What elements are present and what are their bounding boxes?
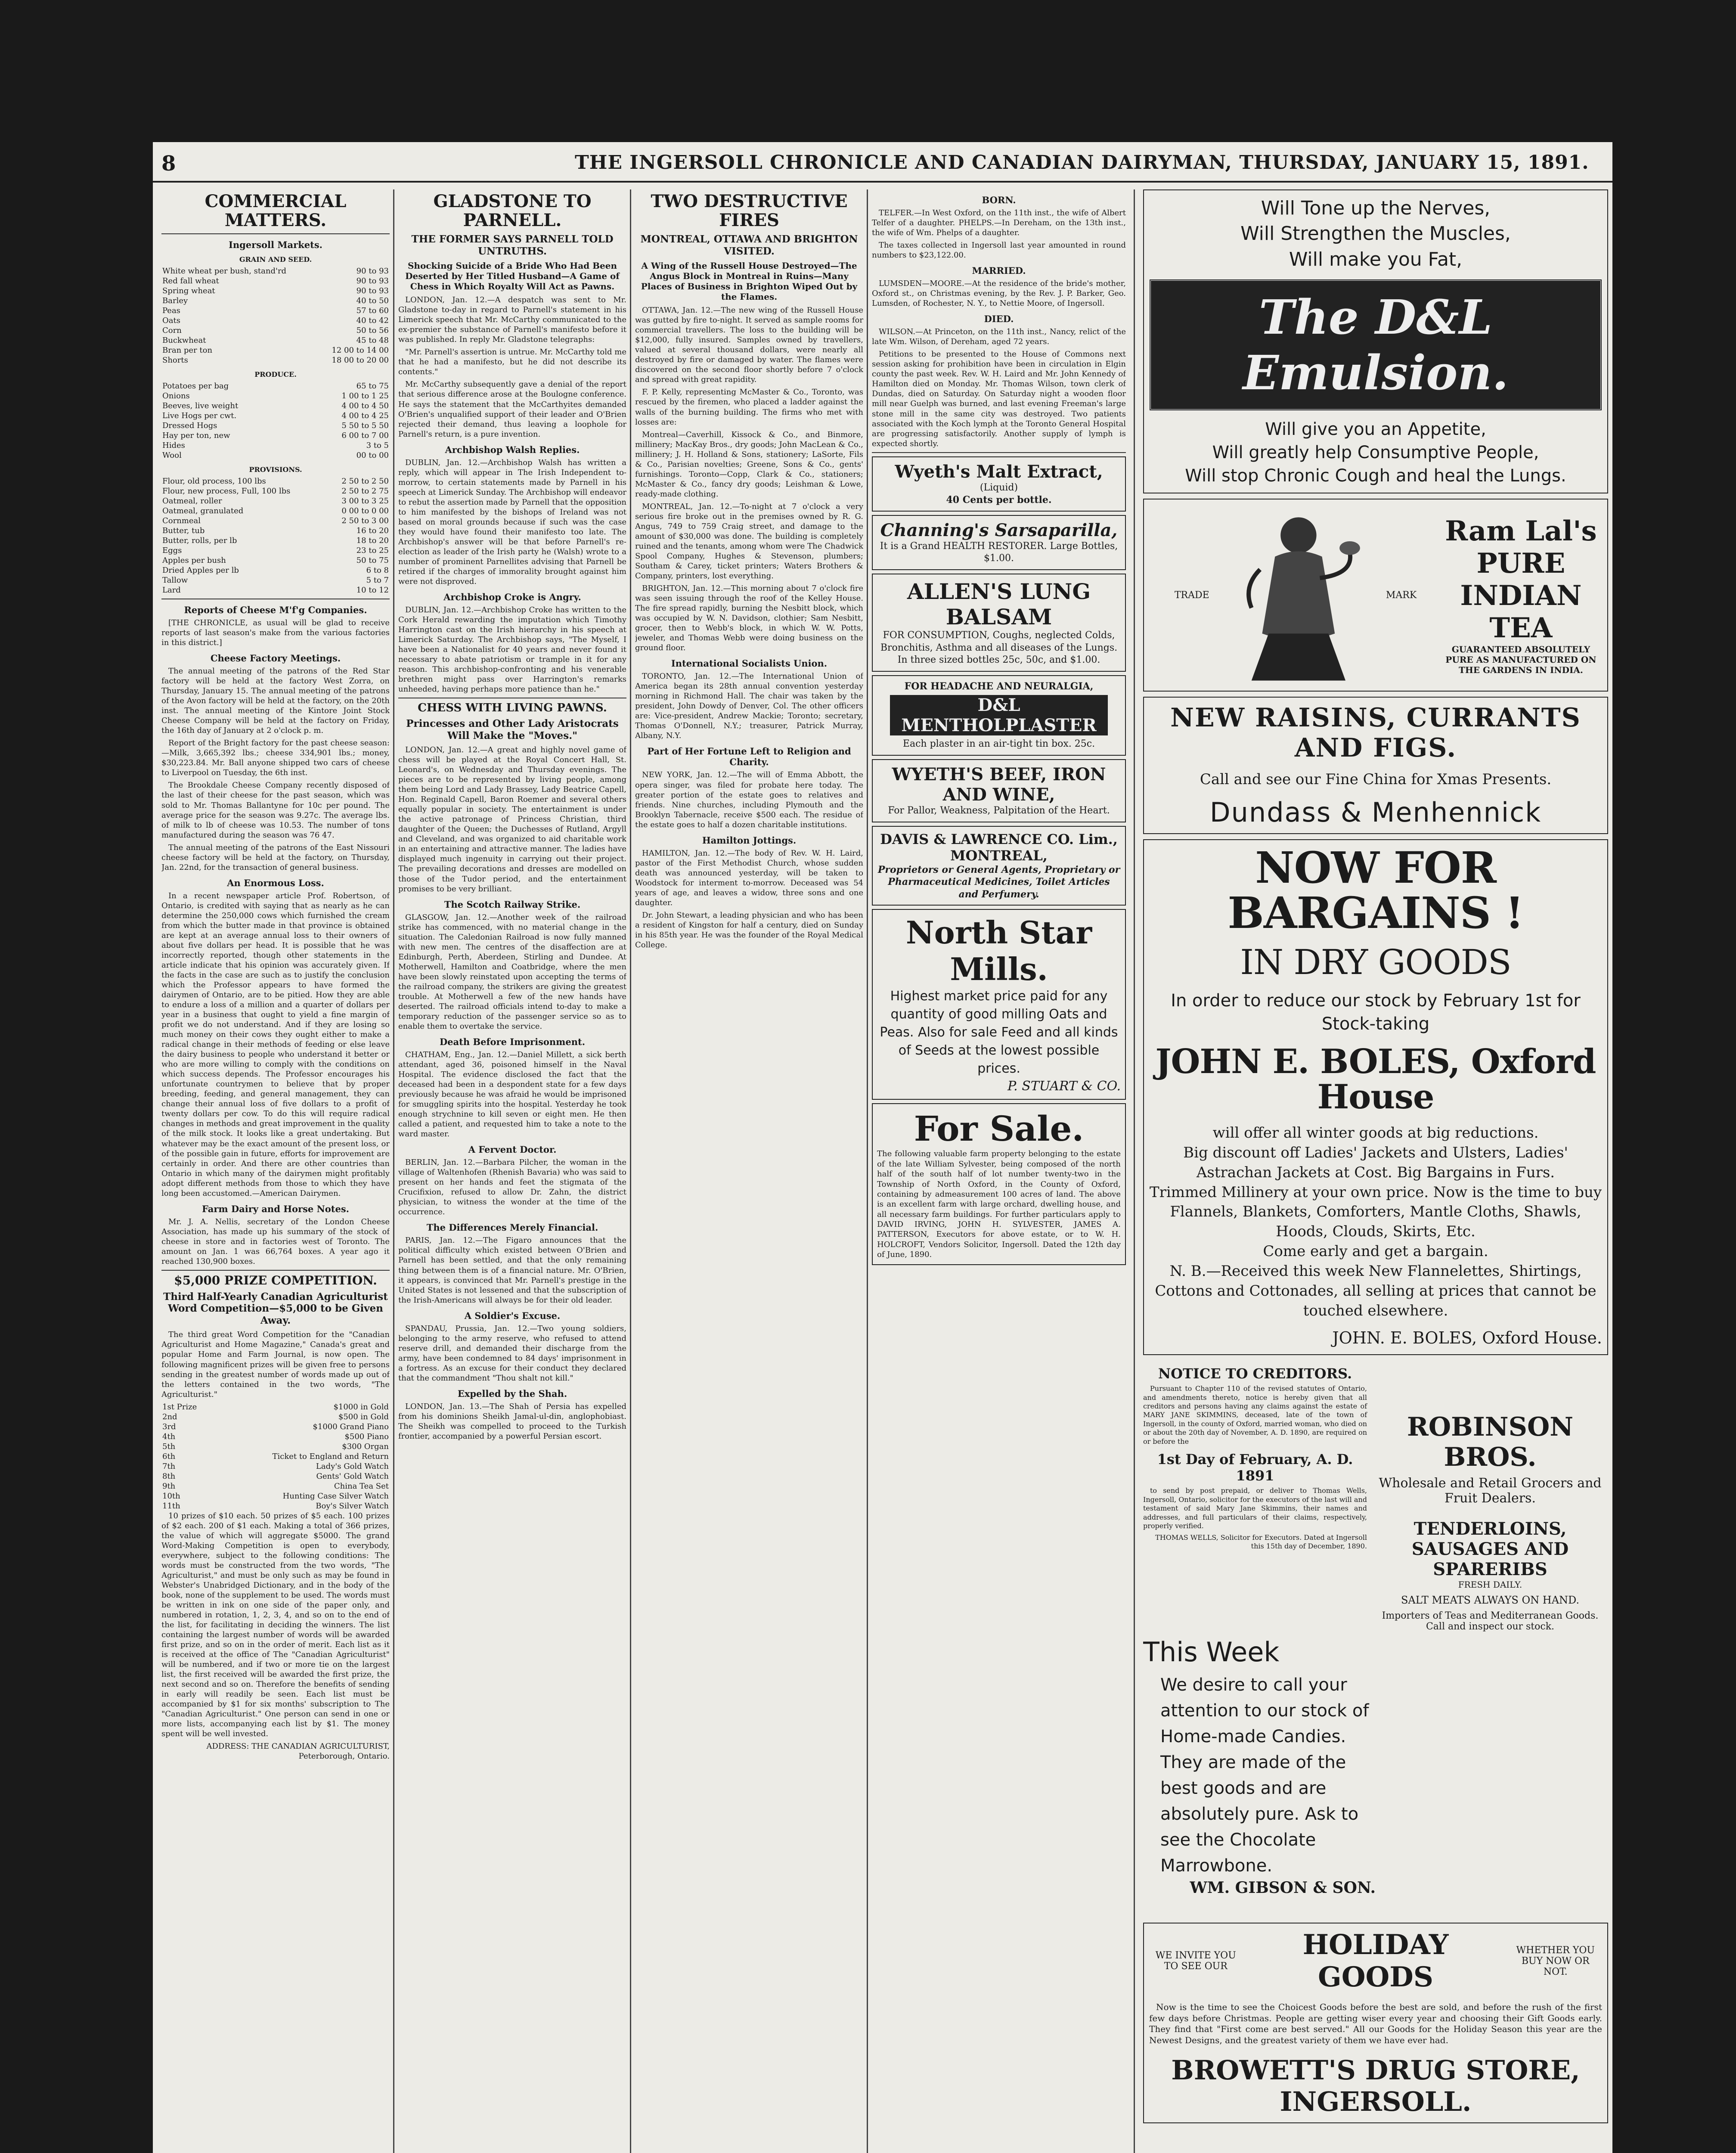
newspaper-page [153, 142, 1612, 2153]
soldier-title: A Soldier's Excuse. [464, 1310, 561, 1321]
raisins-firm: Dundass & Menhennick [1209, 797, 1542, 828]
grain-item: White wheat per bush, stand'rd [162, 267, 287, 276]
north-star-text: Highest market price paid for any quantity of good milling Oats and Peas. Also for sale Feed and all kinds of Seeds at the lowest possible prices. [880, 989, 1118, 1076]
produce-item: Wool [162, 451, 182, 460]
grain-price: 40 to 42 [356, 316, 389, 325]
gladstone-p2: "Mr. Parnell's assertion is untrue. Mr. McCarthy told me that he had a manifesto, but he did not describe its contents." [398, 347, 626, 377]
north-star-ad [872, 909, 1126, 1100]
prize-tail: 10 prizes of $10 each. 50 prizes of $5 each. 100 prizes of $2 each. 200 of $1 each. Making a total of 366 prizes, the value of which will aggregate $5000. The grand Word-Making Competition is open to everybody, everywhere, subject to the following conditions: The words must be constructed from the two words, "The Agriculturist," and must be only such as may be found in Webster's Unabridged Dictionary, and in the body of the book, none of the supplement to be used. The words must be written in ink on one side of the paper only, and numbered in rotation, 1, 2, 3, 4, and so on to the end of the list, for facilitating in deciding the winners. The list containing the largest number of words will be awarded first prize, and so on in the order of merit. Each list as it is received at the office of The "Canadian Agriculturist" will be numbered, and if two or more tie on the largest list, the first received will be awarded the first prize, the next second and so on. Therefore the benefits of sending in early will readily be seen. Each list must be accompanied by $1 for six months' subscription to The "Canadian Agriculturist." One person can send in one or more lists, accompanying each list by $1. The money spent will be well invested. [161, 1511, 390, 1739]
produce-row [161, 381, 390, 391]
provisions-item: Butter, tub [162, 526, 205, 535]
allens-ad [872, 574, 1126, 672]
provisions-row [161, 575, 390, 585]
grain-item: Shorts [162, 356, 188, 365]
born-title: BORN. [982, 195, 1016, 205]
produce-item: Potatoes per bag [162, 382, 229, 391]
grain-item: Barley [162, 296, 188, 305]
boles-heading: JOHN E. BOLES, Oxford House [1155, 1042, 1596, 1117]
prize-item: 5th [162, 1442, 176, 1451]
week-signature: WM. GIBSON & SON. [1190, 1879, 1376, 1897]
provisions-item: Cornmeal [162, 516, 201, 525]
divider [872, 452, 1126, 453]
tea-brand-line-1: Ram Lal's [1445, 515, 1597, 548]
provisions-item: Butter, rolls, per lb [162, 536, 237, 545]
davis-text: Proprietors or General Agents, Proprietary or Pharmaceutical Medicines, Toilet Articles and Perfumery. [877, 864, 1120, 900]
archbishop-text: DUBLIN, Jan. 12.—Archbishop Walsh has written a reply, which will appear in The Irish Independent to-morrow, to certain statements made by Parnell in his speech at Limerick Sunday. The Archbishop will endeavor to rebut the assertion made by Parnell that the opposition to him manifested by the bishops of Ireland was not based on moral grounds because if such was the case they would have found their manifesto too late. The Archbishop's answer will be that before Parnell's re-election as leader of the Irish party he (Walsh) wrote to a number of prominent Parnellites advising that Parnell be retired if the charges of immorality brought against him were not disproved. [398, 458, 626, 586]
sarsaparilla-text: It is a Grand HEALTH RESTORER. Large Bottles, $1.00. [880, 540, 1118, 564]
provisions-price: 18 to 20 [356, 536, 389, 545]
creditors-robinson-row [1143, 1360, 1608, 1632]
grain-row [161, 355, 390, 365]
boles-ad [1143, 839, 1608, 1355]
grain-row [161, 316, 390, 326]
grain-row [161, 345, 390, 355]
prize-price: $500 Piano [344, 1432, 389, 1441]
provisions-price: 50 to 75 [356, 556, 389, 565]
provisions-table [161, 476, 390, 595]
provisions-price: 5 to 7 [366, 576, 389, 585]
fires-subdeck: A Wing of the Russell House Destroyed—The Angus Block in Montreal in Ruins—Many Places of Business in Brighton Wiped Out by the Flames. [641, 261, 858, 302]
produce-price: 6 00 to 7 00 [341, 431, 389, 440]
for-sale-text: The following valuable farm property belonging to the estate of the late William Sylvester, being composed of the north half of the south half of lot number twenty-two in the Township of North Oxford, in the County of Oxford, containing by admeasurement 100 acres of land. The above is an excellent farm with large orchard, dwelling house, and all necessary farm buildings. For further particulars apply to DAVID IRVING, JOHN H. SYLVESTER, JAMES A. PATTERSON, Executors for above estate, or to W. H. HOLCROFT, Vendors Solicitor, Ingersoll. Dated the 12th day of June, 1890. [877, 1149, 1121, 1260]
fires-p3: Montreal—Caverhill, Kissock & Co., and Binmore, millinery; MacKay Bros., dry goods; John MacLean & Co., millinery; J. H. Holland & Sons, stationery; LaSorte, Fils & Co., Parisian novelties; Greene, Sons & Co., gents' furnishings. Toronto—Copp, Clark & Co., stationers; McMaster & Co., fancy dry goods; Leishman & Lowe, ready-made clothing. [635, 430, 863, 499]
taxes-text: The taxes collected in Ingersoll last year amounted in round numbers to $23,122.00. [872, 241, 1126, 260]
prize-price: China Tea Set [334, 1481, 389, 1491]
indian-tea-ad [1143, 499, 1608, 692]
provisions-item: Apples per bush [162, 556, 226, 565]
prize-price: $500 in Gold [338, 1412, 389, 1421]
born-text: TELFER.—In West Oxford, on the 11th inst., the wife of Albert Telfer of a daughter. PHELPS.—In Dereham, on the 13th inst., the wife of Wm. Phelps of a daughter. [872, 208, 1126, 238]
emulsion-ad [1143, 189, 1608, 493]
prize-row [161, 1442, 390, 1452]
prize-item: 1st Prize [162, 1402, 197, 1412]
grain-row [161, 286, 390, 296]
emulsion-line-4: Will give you an Appetite, [1265, 419, 1486, 440]
wyeth-price: 40 Cents per bottle. [946, 494, 1052, 506]
grain-price: 90 to 93 [356, 286, 389, 295]
column-rule [630, 189, 631, 2153]
prize-price: $1000 in Gold [333, 1402, 389, 1412]
prize-row [161, 1432, 390, 1442]
week-text: We desire to call your attention to our stock of Home-made Candies. They are made of the best goods and are absolutely pure. Ask to see the Chocolate Marrowbone. [1160, 1675, 1369, 1876]
creditors-signature: THOMAS WELLS, Solicitor for Executors. Dated at Ingersoll this 15th day of December, 1890. [1155, 1533, 1367, 1551]
bargains-heading: NOW FOR BARGAINS ! [1228, 842, 1524, 939]
provisions-price: 3 00 to 3 25 [341, 496, 389, 506]
croke-title: Archbishop Croke is Angry. [443, 592, 581, 603]
grain-row [161, 276, 390, 286]
grain-row [161, 335, 390, 345]
loss-text: In a recent newspaper article Prof. Robertson, of Ontario, is credited with saying that as nearly as he can determine the 250,000 cows which furnished the cream from which the butter made in that province is obtained are kept at an average annual loss to their owners of about five dollars per head. It is possible that he was incorrectly reported, though other statements in the article indicate that his opinion was accurately given. If the facts in the case are such as to justify the conclusion which the Professor appears to have formed the dairymen of Ontario, are to be pitied. How they are able to endure a loss of a million and a quarter of dollars per year in a business that ought to yield a fine margin of profit we do not understand. And if they are losing so much money on their cows they ought either to make a radical change in their methods of feeding or else leave the dairy business to people who understand it better or who are more willing to comply with the conditions on which success depends. The Professor encourages his unfortunate countrymen to believe that by proper breeding, feeding, and general management, they can change their annual loss of five dollars to a profit of twenty dollars per cow. To do this will require radical changes in methods and great improvement in the quality of the milk stock. It looks like a great undertaking. But whatever may be the exact amount of the present loss, or of the possible gain in future, efforts for improvement are certainly in order. And there are other countries than Ontario in which many of the dairymen might profitably adopt different methods from those to which they have long been accustomed.—American Dairymen. [161, 891, 390, 1198]
provisions-row [161, 555, 390, 565]
prize-row [161, 1481, 390, 1491]
holiday-side: WHETHER YOU BUY NOW OR NOT. [1516, 1945, 1595, 1977]
produce-table [161, 381, 390, 460]
provisions-row [161, 486, 390, 496]
cheese-reports-text: [THE CHRONICLE, as usual will be glad to receive reports of last season's make from the various factories in this district.] [161, 618, 390, 648]
prize-row [161, 1471, 390, 1481]
croke-text: DUBLIN, Jan. 12.—Archbishop Croke has written to the Cork Herald rewarding the imputation which Timothy Harrington cast on the Irish hierarchy in his speech at Limerick Saturday. The Archbishop says, "The Myself, I have been a Nationalist for 40 years and never found it necessary to abate patriotism or trample in it for any reason. This archbishop-confronting and his venerable brethren might pass over Harrington's remarks unheeded, having perhaps more patience than he." [398, 605, 626, 694]
financial-text: PARIS, Jan. 12.—The Figaro announces that the political difficulty which existed between O'Brien and Parnell has been settled, and that the only remaining thing between them is of a financial nature. Mr. O'Brien, it appears, is convinced that Mr. Parnell's prestige in the United States is not lessened and that the subscription of the Irish-Americans will always be for their old leader. [398, 1236, 626, 1305]
provisions-row [161, 506, 390, 516]
tea-trade-label: TRADE [1174, 589, 1209, 601]
fervent-text: BERLIN, Jan. 12.—Barbara Pilcher, the woman in the village of Waltenhofen (Rhenish Bavaria) who was said to present on her hands and feet the stigmata of the Crucifixion, refused to allow Dr. Zahn, the district physician, to witness the wonder at the time of the occurrence. [398, 1158, 626, 1217]
produce-price: 1 00 to 1 25 [341, 391, 389, 400]
produce-item: Onions [162, 391, 190, 400]
death-title: Death Before Imprisonment. [439, 1036, 586, 1047]
grain-item: Peas [162, 306, 180, 315]
prize-item: 7th [162, 1461, 176, 1471]
provisions-price: 2 50 to 3 00 [341, 516, 389, 525]
provisions-price: 0 00 to 0 00 [341, 506, 389, 515]
archbishop-title: Archbishop Walsh Replies. [445, 444, 580, 455]
boles-line-5: N. B.—Received this week New Flannelettes, Shirtings, Cottons and Cottonades, all selling at prices that cannot be touched elsewhere. [1155, 1263, 1596, 1319]
bargains-text: In order to reduce our stock by February 1st for Stock-taking [1171, 991, 1581, 1034]
provisions-row [161, 496, 390, 506]
creditors-notice [1143, 1360, 1367, 1632]
bright-report-text: Report of the Bright factory for the past cheese season:—Milk, 3,665,392 lbs.; cheese 334,901 lbs.; money, $30,223.84. Mr. Ball anyone shipped two cars of cheese to Liverpool on Tuesday, the 6th inst. [161, 738, 390, 778]
wyeth-heading: Wyeth's Malt Extract, [895, 461, 1103, 482]
provisions-price: 2 50 to 2 75 [341, 487, 389, 496]
creditors-text: Pursuant to Chapter 110 of the revised statutes of Ontario, and amendments thereto, notice is hereby given that all creditors and persons having any claims against the estate of MARY JANE SKIMMINS, deceased, late of the town of Ingersoll, in the county of Oxford, married woman, who died on or about the 20th day of November, A. D. 1890, are required on or before the [1143, 1384, 1367, 1446]
provisions-item: Flour, old process, 100 lbs [162, 477, 266, 486]
provisions-item: Dried Apples per lb [162, 566, 239, 575]
newspaper-title: THE INGERSOLL CHRONICLE AND CANADIAN DAIRYMAN, THURSDAY, JANUARY 15, 1891. [575, 152, 1589, 174]
cheese-reports-title: Reports of Cheese M'f'g Companies. [184, 605, 367, 615]
prize-row [161, 1461, 390, 1471]
menthol-text: Each plaster in an air-tight tin box. 25c. [902, 738, 1095, 750]
boles-line-3: Trimmed Millinery at your own price. Now is the time to buy Flannels, Blankets, Comforters, Mantle Cloths, Shawls, Hoods, Clouds, Skirts, Etc. [1149, 1183, 1602, 1241]
prize-row [161, 1452, 390, 1461]
grain-price: 50 to 56 [356, 326, 389, 335]
browett-heading: BROWETT'S DRUG STORE, INGERSOLL. [1171, 2054, 1580, 2118]
grain-item: Red fall wheat [162, 276, 219, 285]
provisions-item: Oatmeal, roller [162, 496, 222, 506]
prize-price: Hunting Case Silver Watch [282, 1491, 389, 1501]
wyeth-sub: (Liquid) [980, 482, 1018, 493]
produce-item: Hides [162, 441, 185, 450]
markets-title: Ingersoll Markets. [229, 239, 322, 250]
grain-price: 90 to 93 [356, 267, 389, 276]
divider [161, 1270, 390, 1271]
farm-text: Mr. J. A. Nellis, secretary of the London Cheese Association, has made up his summary of the stock of cheese in store and in factories west of Toronto. The amount on Jan. 1 was 66,764 boxes. A year ago it reached 130,900 boxes. [161, 1217, 390, 1266]
sarsaparilla-heading: Channing's Sarsaparilla, [880, 520, 1118, 540]
produce-price: 4 00 to 4 50 [341, 401, 389, 410]
local-news-text: Petitions to be presented to the House of Commons next session asking for prohibition have been in circulation in Elgin county the past week. Rev. W. H. Laird and Mr. John Kennedy of Hamilton died on Monday. Mr. Thomas Wilson, town clerk of Dundas, died on Saturday. On Saturday night a wooden floor mill near Guelph was burned, and last evening Freeman's large stone mill in the same city was destroyed. Two patients associated with the Koch lymph at the Toronto General Hospital are progressing satisfactorily. Another supply of lymph is expected shortly. [872, 350, 1126, 448]
prize-headline: $5,000 PRIZE COMPETITION. [174, 1273, 377, 1287]
raisins-heading: NEW RAISINS, CURRANTS AND FIGS. [1170, 703, 1581, 763]
creditors-date: 1st Day of February, A. D. 1891 [1157, 1451, 1353, 1484]
fires-p5: BRIGHTON, Jan. 12.—This morning about 7 o'clock fire was seen issuing through the roof of the Kelley House. The fire spread rapidly, burning the Nesbitt block, which was occupied by W. N. Davidson, clothier; Sam Nesbitt, grocer, then to Webb's block, in which W. W. Potts, jeweler, and Thomas Webb were doing business on the ground floor. [635, 584, 863, 653]
menthol-ad [872, 675, 1126, 756]
grain-table [161, 266, 390, 365]
soldier-text: SPANDAU, Prussia, Jan. 12.—Two young soldiers, belonging to the army reserve, who refused to attend reserve drill, and demanded their discharge from the army, have been condemned to 84 days' imprisonment in a fortress. As an excuse for their conduct they declared that the commandment "Thou shalt not kill." [398, 1324, 626, 1383]
tea-brand-line-2: PURE [1476, 547, 1566, 580]
tea-brand-line-3: INDIAN TEA [1460, 580, 1582, 645]
robinson-items: TENDERLOINS, SAUSAGES AND SPARERIBS [1411, 1519, 1569, 1580]
prize-deck: Third Half-Yearly Canadian Agriculturist Word Competition—$5,000 to be Given Away. [163, 1291, 388, 1326]
boles-line-4: Come early and get a bargain. [1263, 1243, 1488, 1260]
produce-item: Dressed Hogs [162, 421, 217, 430]
prize-price: $300 Organ [342, 1442, 389, 1451]
north-star-signature: P. STUART & CO. [1008, 1079, 1121, 1094]
menthol-brand: D&L MENTHOLPLASTER [890, 695, 1108, 735]
provisions-label: PROVISIONS. [249, 465, 302, 474]
robinson-salt: SALT MEATS ALWAYS ON HAND. [1401, 1594, 1580, 1607]
column-commercial [161, 189, 390, 2153]
grain-row [161, 306, 390, 316]
bargains-sub: IN DRY GOODS [1240, 942, 1511, 983]
provisions-row [161, 476, 390, 486]
boles-signature: JOHN. E. BOLES, Oxford House. [1332, 1328, 1602, 1347]
prize-row [161, 1422, 390, 1432]
provisions-price: 6 to 8 [366, 566, 389, 575]
produce-label: PRODUCE. [254, 370, 297, 378]
grain-price: 40 to 50 [356, 296, 389, 305]
for-sale-heading: For Sale. [914, 1108, 1084, 1149]
prize-item: 6th [162, 1452, 176, 1461]
menthol-heading: FOR HEADACHE AND NEURALGIA, [904, 680, 1094, 692]
holiday-heading: HOLIDAY GOODS [1302, 1929, 1449, 1994]
provisions-row [161, 546, 390, 555]
boles-line-2: Big discount off Ladies' Jackets and Ulsters, Ladies' Astrachan Jackets at Cost. Big Bargains in Furs. [1183, 1144, 1568, 1181]
prize-item: 3rd [162, 1422, 176, 1431]
raisins-ad [1143, 697, 1608, 834]
creditors-heading: NOTICE TO CREDITORS. [1158, 1365, 1352, 1382]
grain-row [161, 266, 390, 276]
grain-price: 90 to 93 [356, 276, 389, 285]
provisions-item: Lard [162, 586, 181, 595]
produce-item: Live Hogs per cwt. [162, 411, 237, 420]
prize-item: 10th [162, 1491, 180, 1501]
farm-title: Farm Dairy and Horse Notes. [202, 1203, 349, 1214]
grain-item: Oats [162, 316, 180, 325]
east-nissouri-text: The annual meeting of the patrons of the East Nissouri cheese factory will be held at the factory, on Thursday, Jan. 22nd, for the transaction of general business. [161, 843, 390, 872]
emulsion-line-3: Will make you Fat, [1289, 248, 1463, 270]
beef-heading: WYETH'S BEEF, IRON AND WINE, [892, 764, 1106, 805]
grain-item: Corn [162, 326, 182, 335]
gibson-ad [1143, 1636, 1376, 1897]
gladstone-p3: Mr. McCarthy subsequently gave a denial of the report that serious difference arose at the Boulogne conference. He says the statement that the McCarthyites demanded O'Brien's unqualified support of their leader and O'Brien rejected their demand, thus leaving a loophole for Parnell's return, is a pure invention. [398, 380, 626, 439]
wyeth-malt-ad [872, 456, 1126, 512]
tea-guarantee: GUARANTEED ABSOLUTELY PURE AS MANUFACTURED ON THE GARDENS IN INDIA. [1445, 644, 1596, 676]
provisions-item: Flour, new process, Full, 100 lbs [162, 487, 291, 496]
fires-p2: F. P. Kelly, representing McMaster & Co., Toronto, was rescued by the firemen, who placed a ladder against the walls of the burning building. The firms who met with losses are: [635, 388, 863, 427]
produce-item: Beeves, live weight [162, 401, 239, 410]
hamilton-title: Hamilton Jottings. [702, 835, 797, 846]
allens-text: FOR CONSUMPTION, Coughs, neglected Colds, Bronchitis, Asthma and all diseases of the Lungs. In three sized bottles 25c, 50c, and $1.00. [880, 630, 1118, 666]
died-title: DIED. [984, 313, 1014, 325]
hamilton-text: HAMILTON, Jan. 12.—The body of Rev. W. H. Laird, pastor of the First Methodist Church, whose sudden death was announced yesterday, will be taken to Woodstock for interment to-morrow. Deceased was 54 years of age, and leaves a widow, three sons and one daughter. [635, 848, 863, 907]
provisions-price: 16 to 20 [356, 526, 389, 535]
prize-text: The third great Word Competition for the "Canadian Agriculturist and Home Magazine," Canada's great and popular Home and Farm Journal, is now open. The following magnificent prizes will be given free to persons sending in the greatest number of words made up out of the letters contained in the two words, "The Agriculturist." [161, 1330, 390, 1399]
produce-row [161, 441, 390, 450]
provisions-row [161, 526, 390, 536]
fires-p1: OTTAWA, Jan. 12.—The new wing of the Russell House was gutted by fire to-night. It served as sample rooms for commercial travellers. The loss to the building will be $12,000, fully insured. Samples owned by travellers, valued at several thousand dollars, were nearly all destroyed by fire or damaged by water. The flames were discovered on the second floor shortly before 7 o'clock and spread with great rapidity. [635, 306, 863, 385]
railway-text: GLASGOW, Jan. 12.—Another week of the railroad strike has commenced, with no material change in the situation. The Caledonian Railroad is now fully manned with new men. The centres of the disaffection are at Edinburgh, Perth, Aberdeen, Stirling and Dundee. At Motherwell, Hamilton and Coatbridge, where the men have been slowly reinstated upon accepting the terms of the railroad company, the strikers are giving the greatest trouble. At Motherwell a few of the new hands have deserted. The railroad officials intend to-day to make a temporary reduction of the passenger service so as to enable them to overtake the service. [398, 912, 626, 1031]
produce-price: 4 00 to 4 25 [341, 411, 389, 420]
emulsion-line-5: Will greatly help Consumptive People, [1212, 443, 1539, 463]
masthead [153, 142, 1612, 183]
tea-woman-illustration [1234, 505, 1363, 686]
grain-price: 18 00 to 20 00 [332, 356, 389, 365]
railway-title: The Scotch Railway Strike. [444, 899, 581, 910]
robinson-heading: ROBINSON BROS. [1407, 1412, 1574, 1473]
gladstone-subdeck: Shocking Suicide of a Bride Who Had Been Deserted by Her Titled Husband—A Game of Chess in Which Royalty Will Act as Pawns. [405, 261, 620, 292]
died-text: WILSON.—At Princeton, on the 11th inst., Nancy, relict of the late Wm. Wilson, of Dereham, aged 72 years. [872, 327, 1126, 347]
produce-price: 00 to 00 [356, 451, 389, 460]
loss-title: An Enormous Loss. [227, 877, 324, 888]
provisions-row [161, 536, 390, 546]
produce-price: 3 to 5 [366, 441, 389, 450]
headline-fires: TWO DESTRUCTIVE FIRES [651, 191, 848, 230]
prize-item: 9th [162, 1481, 176, 1491]
emulsion-line-2: Will Strengthen the Muscles, [1240, 223, 1511, 245]
for-sale-ad [872, 1103, 1126, 1265]
prize-item: 11th [162, 1501, 180, 1511]
produce-price: 65 to 75 [356, 382, 389, 391]
prize-item: 8th [162, 1471, 176, 1481]
prize-price: Gents' Gold Watch [316, 1471, 389, 1481]
north-star-heading: North Star Mills. [905, 914, 1092, 988]
brookdale-text: The Brookdale Cheese Company recently disposed of the last of their cheese for the past season, which was sold to Mr. Thomas Ballantyne for 10c per pound. The average price for the season was 9.27c. The average lbs. of milk to lb of cheese was 10.53. The number of tons manufactured during the season was 76 47. [161, 781, 390, 840]
provisions-row [161, 565, 390, 575]
grain-item: Bran per ton [162, 346, 213, 355]
produce-price: 5 50 to 5 50 [341, 421, 389, 430]
tea-mark-label: MARK [1386, 589, 1417, 601]
robinson-fresh: FRESH DAILY. [1458, 1579, 1522, 1590]
prize-price: Boy's Silver Watch [316, 1501, 389, 1511]
fires-p4: MONTREAL, Jan. 12.—To-night at 7 o'clock a very serious fire broke out in the premises owned by R. G. Angus, 749 to 759 Craig street, and damage to the amount of $30,000 was done. The building is completely ruined and the tenants, among whom were The Chadwick Spool Company, Hughes & Stevenson, plumbers; Southam & Carey, ticket printers; Waters Brothers & Company, printers, lost everything. [635, 502, 863, 580]
column-rule [867, 189, 868, 2153]
robinson-sub: Wholesale and Retail Grocers and Fruit Dealers. [1379, 1476, 1602, 1506]
cheese-meetings-text: The annual meeting of the patrons of the Red Star factory will be held at the factory West Zorra, on Thursday, January 15. The annual meeting of the patrons of the Avon factory will be held at the factory, on the 20th inst. The annual meeting of the Kintore Joint Stock Cheese Company will be held at the factory on Friday, the 16th day of January at 2 o'clock p. m. [161, 667, 390, 735]
fervent-title: A Fervent Doctor. [468, 1144, 557, 1155]
provisions-item: Oatmeal, granulated [162, 506, 244, 515]
column-rule [393, 189, 394, 2153]
week-heading: This Week [1143, 1636, 1280, 1668]
davis-heading: DAVIS & LAWRENCE CO. Lim., MONTREAL, [880, 831, 1118, 864]
fortune-title: Part of Her Fortune Left to Religion and Charity. [647, 746, 851, 768]
prize-row [161, 1412, 390, 1422]
provisions-row [161, 516, 390, 526]
stewart-text: Dr. John Stewart, a leading physician and who has been a resident of Kingston for half a century, died on Sunday in his 85th year. He was the founder of the Royal Medical College. [635, 910, 863, 949]
grain-label: GRAIN AND SEED. [239, 255, 312, 264]
fires-deck: MONTREAL, OTTAWA AND BRIGHTON VISITED. [640, 233, 858, 257]
cheese-meetings-title: Cheese Factory Meetings. [210, 653, 341, 664]
prize-price: Ticket to England and Return [272, 1452, 389, 1461]
prize-item: 2nd [162, 1412, 177, 1421]
headline-commercial: COMMERCIAL MATTERS. [205, 191, 347, 230]
produce-row [161, 391, 390, 401]
provisions-price: 2 50 to 2 50 [341, 477, 389, 486]
grain-price: 12 00 to 14 00 [332, 346, 389, 355]
provisions-item: Eggs [162, 546, 182, 555]
holiday-text: Now is the time to see the Choicest Goods before the best are sold, and before the rush of the first few days before Christmas. People are getting wiser every year and choosing their Gift Goods early. They find that "First come are best served." All our Goods for the Holiday Season this year are the Newest Designs, and the greatest variety of them we have ever had. [1149, 2002, 1602, 2045]
holiday-ad [1143, 1923, 1608, 2123]
produce-row [161, 411, 390, 421]
sarsaparilla-ad [872, 515, 1126, 570]
prize-row [161, 1491, 390, 1501]
produce-row [161, 450, 390, 460]
gladstone-p1: LONDON, Jan. 12.—A despatch was sent to Mr. Gladstone to-day in regard to Parnell's statement in his Limerick speech that Mr. McCarthy communicated to the ex-premier the substance of Parnell's manifesto before it was published. In reply Mr. Gladstone telegraphs: [398, 295, 626, 344]
grain-row [161, 326, 390, 335]
fortune-text: NEW YORK, Jan. 12.—The will of Emma Abbott, the opera singer, was filed for probate here today. The greater portion of the estate goes to relatives and friends. Nine churches, including Plymouth and the Brooklyn Tabernacle, receive $500 each. The residue of the estate goes to half a dozen charitable institutions. [635, 770, 863, 829]
raisins-sub: Call and see our Fine China for Xmas Presents. [1200, 771, 1552, 788]
davis-ad [872, 826, 1126, 906]
provisions-price: 23 to 25 [356, 546, 389, 555]
chess-deck: Princesses and Other Lady Aristocrats Will Make the "Moves." [406, 717, 619, 741]
produce-row [161, 401, 390, 411]
shah-text: LONDON, Jan. 13.—The Shah of Persia has expelled from his dominions Sheikh Jamal-ul-din, anglophobiast. The Sheikh was compelled to proceed to the Turkish frontier, accompanied by a powerful Persian escort. [398, 1402, 626, 1441]
grain-item: Spring wheat [162, 286, 215, 295]
produce-row [161, 431, 390, 441]
death-text: CHATHAM, Eng., Jan. 12.—Daniel Millett, a sick berth attendant, aged 36, poisoned himself in the Naval Hospital. The evidence disclosed the fact that the deceased had been in a despondent state for a few days previously because he was afraid he would be imprisoned for smuggling spirits into the hospital. Yesterday he took enough strychnine to kill seven or eight men. He then called a patient, and requested him to take a note to the ward master. [398, 1050, 626, 1139]
emulsion-line-6: Will stop Chronic Cough and heal the Lungs. [1185, 466, 1566, 486]
emulsion-line-1: Will Tone up the Nerves, [1261, 197, 1491, 219]
produce-row [161, 421, 390, 431]
shah-title: Expelled by the Shah. [457, 1388, 567, 1399]
chess-headline: CHESS WITH LIVING PAWNS. [418, 701, 607, 715]
headline-gladstone: GLADSTONE TO PARNELL. [433, 191, 592, 230]
prize-price: Lady's Gold Watch [316, 1461, 389, 1471]
column-notices [872, 189, 1126, 2153]
chess-text: LONDON, Jan. 12.—A great and highly novel game of chess will be played at the Royal Concert Hall, St. Leonard's, on Wednesday and Thursday evenings. The pieces are to be represented by living people, among them being Lord and Lady Brassey, Lady Beatrice Capell, Hon. Reginald Capell, Baron Roemer and several others equally popular in society. The entertainment is under the active patronage of Princess Christian, third daughter of the Queen; the Duchesses of Rutland, Argyll and Cleveland, and was organized to aid charitable work in an entertaining and attractive manner. The ladies have displayed much ingenuity in carrying out their project. The prevailing decorations and dresses are modelled on those of the Tudor period, and the entertainment promises to be very brilliant. [398, 745, 626, 893]
holiday-invite: WE INVITE YOU TO SEE OUR [1155, 1950, 1236, 1972]
married-text: LUMSDEN—MOORE.—At the residence of the bride's mother, Oxford st., on Christmas evening, by the Rev. J. P. Barker, Geo. Lumsden, of Rochester, N. Y., to Nettie Moore, of Ingersoll. [872, 279, 1126, 308]
prize-table [161, 1402, 390, 1511]
robinson-ad [1374, 1360, 1606, 1632]
produce-item: Hay per ton, new [162, 431, 230, 440]
grain-item: Buckwheat [162, 336, 206, 345]
divider [161, 233, 390, 234]
provisions-price: 10 to 12 [356, 586, 389, 595]
gladstone-deck: THE FORMER SAYS PARNELL TOLD UNTRUTHS. [411, 233, 614, 257]
prize-item: 4th [162, 1432, 176, 1441]
column-rule [1134, 189, 1135, 2153]
provisions-item: Tallow [162, 576, 188, 585]
prize-signature: ADDRESS: THE CANADIAN AGRICULTURIST, Peterborough, Ontario. [206, 1742, 390, 1761]
emulsion-brand: The D&L Emulsion. [1149, 279, 1602, 411]
married-title: MARRIED. [972, 265, 1026, 276]
creditors-tail: to send by post prepaid, or deliver to Thomas Wells, Ingersoll, Ontario, solicitor for the executors of the last will and testament of said Mary Jane Skimmins, their names and addresses, and full particulars of their claims, respectively, properly verified. [1143, 1486, 1367, 1530]
allens-heading: ALLEN'S LUNG BALSAM [907, 579, 1091, 630]
page-number: 8 [161, 152, 176, 176]
financial-title: The Differences Merely Financial. [426, 1222, 598, 1233]
column-fires [635, 189, 863, 2153]
prize-price: $1000 Grand Piano [313, 1422, 389, 1431]
prize-row [161, 1402, 390, 1412]
column-gladstone [398, 189, 626, 2153]
column-advertisements [1143, 189, 1608, 2153]
boles-line-1: will offer all winter goods at big reductions. [1212, 1124, 1539, 1142]
socialists-text: TORONTO, Jan. 12.—The International Union of America began its 28th annual convention yesterday morning in Richmond Hall. The chair was taken by the president, John Dowdy of Denver, Col. The other officers are: Vice-president, Andrew Mackie; Toronto; secretary, Thomas O'Donnell, N.Y.; treasurer, Patrick Murray, Albany, N.Y. [635, 672, 863, 741]
beef-iron-ad [872, 759, 1126, 822]
beef-text: For Pallor, Weakness, Palpitation of the Heart. [888, 805, 1110, 816]
grain-price: 57 to 60 [356, 306, 389, 315]
socialists-title: International Socialists Union. [671, 658, 828, 669]
prize-row [161, 1501, 390, 1511]
robinson-tail: Importers of Teas and Mediterranean Goods. Call and inspect our stock. [1382, 1610, 1599, 1632]
grain-price: 45 to 48 [356, 336, 389, 345]
grain-row [161, 296, 390, 306]
provisions-row [161, 585, 390, 595]
